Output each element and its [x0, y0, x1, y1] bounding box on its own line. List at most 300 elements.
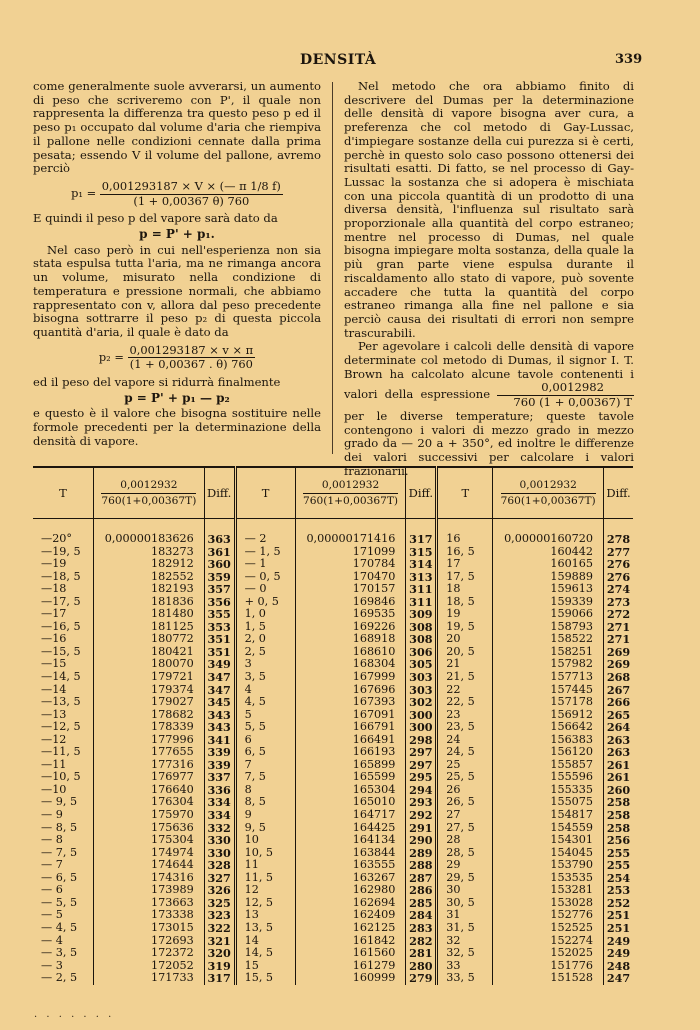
- cell-value-g1: 175636: [93, 822, 204, 835]
- cell-t-g2: 12: [235, 884, 295, 897]
- cell-diff-g1: 332: [207, 820, 231, 835]
- equation-p: p = P' + p₁.: [139, 227, 215, 242]
- cell-value-g3: 152525: [493, 922, 604, 935]
- header-value-1-den: 760(1+0,00367T): [101, 494, 197, 507]
- cell-t-g2: 6, 5: [235, 746, 295, 759]
- cell-diff-g1: 317: [207, 971, 231, 986]
- cell-value-g2: 169846: [295, 596, 406, 609]
- cell-value-g1: 173989: [93, 884, 204, 897]
- cell-diff-g1: 337: [207, 770, 231, 785]
- cell-value-g3: 157982: [493, 658, 604, 671]
- cell-t-g2: 3: [235, 658, 295, 671]
- cell-t-g3: 16, 5: [437, 546, 493, 559]
- cell-t-g1: — 6: [33, 884, 93, 897]
- cell-t-g1: —20°: [33, 533, 93, 546]
- cell-diff-g3: 276: [606, 557, 631, 572]
- cell-diff-g2: 306: [409, 644, 433, 659]
- cell-value-g3: 151528: [493, 972, 604, 985]
- formula-p1-fraction: [100, 180, 283, 208]
- density-table-wrapper: [33, 466, 633, 1026]
- cell-t-g3: 26, 5: [437, 796, 493, 809]
- cell-t-g3: 20, 5: [437, 646, 493, 659]
- cell-t-g3: 23, 5: [437, 721, 493, 734]
- table-row: [33, 608, 633, 621]
- cell-value-g2: 164717: [295, 809, 406, 822]
- cell-value-g2: 167696: [295, 684, 406, 697]
- cell-t-g1: —13, 5: [33, 696, 93, 709]
- cell-diff-g1: 325: [207, 895, 231, 910]
- cell-diff-g3: 277: [606, 544, 631, 559]
- cell-t-g2: — 2: [235, 533, 295, 546]
- cell-t-g1: — 7, 5: [33, 847, 93, 860]
- cell-diff-g3: 248: [606, 958, 631, 973]
- cell-value-g2: 170157: [295, 583, 406, 596]
- cell-diff-g3: 251: [606, 908, 631, 923]
- cell-t-g3: 25: [437, 759, 493, 772]
- cell-diff-g2: 294: [409, 782, 433, 797]
- cell-value-g2: 170470: [295, 571, 406, 584]
- cell-t-g2: 11: [235, 859, 295, 872]
- cell-t-g3: 28: [437, 834, 493, 847]
- cell-diff-g2: 290: [409, 833, 433, 848]
- cell-t-g2: 1, 0: [235, 608, 295, 621]
- cell-t-g3: 27, 5: [437, 822, 493, 835]
- density-table: [33, 466, 633, 985]
- formula-p2: [33, 344, 321, 372]
- cell-t-g2: — 0, 5: [235, 571, 295, 584]
- cell-value-g3: 155857: [493, 759, 604, 772]
- formula-p1-denominator: (1 + 0,00367 θ) 760: [133, 193, 250, 208]
- cell-diff-g1: 347: [207, 682, 231, 697]
- cell-t-g1: —10: [33, 784, 93, 797]
- table-row: [33, 960, 633, 973]
- cell-value-g1: 174644: [93, 859, 204, 872]
- cell-t-g2: 15, 5: [235, 972, 295, 985]
- cell-diff-g3: 263: [606, 732, 631, 747]
- cell-t-g1: — 8: [33, 834, 93, 847]
- cell-value-g2: 169226: [295, 621, 406, 634]
- table-row: [33, 897, 633, 910]
- cell-t-g3: 24: [437, 734, 493, 747]
- column-divider: [332, 82, 333, 454]
- cell-diff-g2: 289: [409, 845, 433, 860]
- cell-t-g3: 17, 5: [437, 571, 493, 584]
- cell-t-g3: 28, 5: [437, 847, 493, 860]
- cell-diff-g1: 363: [207, 532, 231, 546]
- cell-t-g2: 4: [235, 684, 295, 697]
- table-row: [33, 909, 633, 922]
- cell-value-g2: 161842: [295, 935, 406, 948]
- cell-value-g3: 155335: [493, 784, 604, 797]
- cell-diff-g1: 323: [207, 908, 231, 923]
- cell-value-g3: 160165: [493, 558, 604, 571]
- cell-value-g3: 159339: [493, 596, 604, 609]
- cell-t-g2: 10: [235, 834, 295, 847]
- table-row: [33, 872, 633, 885]
- cell-t-g3: 30, 5: [437, 897, 493, 910]
- header-value-3-den: 760(1+0,00367T): [500, 494, 596, 507]
- cell-t-g1: — 4: [33, 935, 93, 948]
- cell-diff-g1: 341: [207, 732, 231, 747]
- cell-value-g3: 156383: [493, 734, 604, 747]
- cell-t-g3: 29: [437, 859, 493, 872]
- cell-diff-g1: 326: [207, 883, 231, 898]
- cell-diff-g2: 303: [409, 682, 433, 697]
- cell-diff-g3: 261: [606, 757, 631, 772]
- table-row: [33, 972, 633, 985]
- cell-t-g1: —17, 5: [33, 596, 93, 609]
- header-t-3: T: [437, 467, 493, 519]
- cell-diff-g2: 280: [409, 958, 433, 973]
- cell-value-g1: 173015: [93, 922, 204, 935]
- cell-t-g2: 2, 5: [235, 646, 295, 659]
- cell-diff-g1: 351: [207, 632, 231, 647]
- cell-value-g2: 163267: [295, 872, 406, 885]
- cell-value-g3: 158251: [493, 646, 604, 659]
- cell-t-g1: —18, 5: [33, 571, 93, 584]
- table-row: [33, 847, 633, 860]
- cell-t-g1: — 5: [33, 909, 93, 922]
- header-value-1: [93, 467, 204, 519]
- cell-t-g1: —19, 5: [33, 546, 93, 559]
- cell-t-g1: — 5, 5: [33, 897, 93, 910]
- cell-value-g1: 182552: [93, 571, 204, 584]
- cell-diff-g1: 320: [207, 946, 231, 961]
- cell-value-g2: 165599: [295, 771, 406, 784]
- cell-t-g2: 4, 5: [235, 696, 295, 709]
- cell-diff-g3: 269: [606, 644, 631, 659]
- expression-numerator: 0,0012982: [497, 381, 634, 396]
- cell-t-g1: — 8, 5: [33, 822, 93, 835]
- cell-value-g2: 162980: [295, 884, 406, 897]
- cell-diff-g1: 347: [207, 670, 231, 685]
- cell-value-g2: 166193: [295, 746, 406, 759]
- cell-diff-g3: 272: [606, 607, 631, 622]
- cell-diff-g2: 313: [409, 569, 433, 584]
- header-value-2-num: 0,0012932: [303, 479, 398, 494]
- cell-value-g2: 167393: [295, 696, 406, 709]
- cell-value-g3: 154559: [493, 822, 604, 835]
- cell-diff-g2: 314: [409, 557, 433, 572]
- cell-value-g2: 162125: [295, 922, 406, 935]
- cell-diff-g2: 283: [409, 920, 433, 935]
- cell-value-g3: 155075: [493, 796, 604, 809]
- cell-diff-g2: 311: [409, 594, 433, 609]
- cell-diff-g3: 269: [606, 657, 631, 672]
- cell-value-g2: 164134: [295, 834, 406, 847]
- right-column: [344, 80, 634, 478]
- table-row: [33, 583, 633, 596]
- cell-value-g2: 163844: [295, 847, 406, 860]
- expression-denominator: 760 (1 + 0,00367) T: [513, 395, 632, 410]
- cell-t-g3: 22, 5: [437, 696, 493, 709]
- cell-diff-g3: 271: [606, 619, 631, 634]
- cell-value-g3: 159613: [493, 583, 604, 596]
- cell-diff-g3: 249: [606, 933, 631, 948]
- cell-value-g3: 154817: [493, 809, 604, 822]
- cell-diff-g2: 279: [409, 971, 433, 986]
- cell-diff-g2: 284: [409, 908, 433, 923]
- cell-diff-g2: 315: [409, 544, 433, 559]
- table-row: [33, 935, 633, 948]
- cell-value-g2: 169535: [295, 608, 406, 621]
- cell-diff-g1: 355: [207, 607, 231, 622]
- cell-t-g3: 21: [437, 658, 493, 671]
- cell-diff-g3: 255: [606, 845, 631, 860]
- table-body: [33, 519, 633, 985]
- equation-p-final: p = P' + p₁ — p₂: [124, 390, 230, 405]
- cell-value-g3: 157713: [493, 671, 604, 684]
- table-row: [33, 822, 633, 835]
- cell-t-g1: —17: [33, 608, 93, 621]
- formula-p1-lhs: p₁ =: [71, 186, 97, 201]
- cell-value-g3: 153281: [493, 884, 604, 897]
- cell-value-g2: 167999: [295, 671, 406, 684]
- cell-t-g2: + 0, 5: [235, 596, 295, 609]
- cell-diff-g1: 339: [207, 745, 231, 760]
- cell-diff-g1: 353: [207, 619, 231, 634]
- cell-diff-g1: 349: [207, 657, 231, 672]
- cell-t-g1: —14: [33, 684, 93, 697]
- cell-value-g3: 156642: [493, 721, 604, 734]
- cell-value-g1: 182912: [93, 558, 204, 571]
- cell-value-g1: 179721: [93, 671, 204, 684]
- cell-diff-g1: 330: [207, 845, 231, 860]
- cell-value-g1: 175304: [93, 834, 204, 847]
- left-paragraph-5: e questo è il valore che bisogna sostituire nelle formole precedenti per la determinazione della densità di vapore.: [33, 406, 321, 448]
- cell-value-g2: 165899: [295, 759, 406, 772]
- table-row: [33, 796, 633, 809]
- cell-diff-g1: 319: [207, 958, 231, 973]
- cell-diff-g3: 266: [606, 695, 631, 710]
- cell-value-g1: 181480: [93, 608, 204, 621]
- cell-t-g2: 5: [235, 709, 295, 722]
- cell-t-g2: 9: [235, 809, 295, 822]
- cell-diff-g1: 334: [207, 795, 231, 810]
- cell-diff-g2: 282: [409, 933, 433, 948]
- cell-diff-g2: 311: [409, 582, 433, 597]
- cell-t-g3: 23: [437, 709, 493, 722]
- table-row: [33, 809, 633, 822]
- table-row: [33, 834, 633, 847]
- right-paragraph-1: Nel metodo che ora abbiamo finito di descrivere del Dumas per la determinazione delle densità di vapore bisogna aver cura, a preferenza che col metodo di Gay-Lussac, d'impiegare sostanze della cui purezza si è certi, perchè in questo solo caso possono ottenersi dei risultati esatti. Di fatto, se nel processo di Gay-Lussac la sostanza che si adopera è mischiata con una piccola quantità di un prodotto di una diversa densità, l'influenza sul risultato sarà proporzionale alla quantità del corpo estraneo; mentre nel processo di Dumas, nel quale bisogna impiegare molta sostanza, della quale la più gran parte viene espulsa durante il riscaldamento allo stato di vapore, può sovente accadere che tutta la quantità del corpo estraneo rimanga alla fine nel pallone e sia perciò causa dei risultati di errori non sempre trascurabili.: [344, 79, 634, 340]
- table-row: [33, 621, 633, 634]
- table-spacer-row: [33, 519, 633, 534]
- left-paragraph-2: E quindi il peso p del vapore sarà dato da: [33, 211, 278, 226]
- cell-t-g1: —15, 5: [33, 646, 93, 659]
- cell-value-g2: 170784: [295, 558, 406, 571]
- cell-t-g2: 1, 5: [235, 621, 295, 634]
- cell-t-g2: 14, 5: [235, 947, 295, 960]
- cell-diff-g2: 287: [409, 870, 433, 885]
- cell-value-g3: 153535: [493, 872, 604, 885]
- cell-value-g2: 164425: [295, 822, 406, 835]
- table-row: [33, 859, 633, 872]
- cell-t-g1: —16, 5: [33, 621, 93, 634]
- cell-diff-g1: 336: [207, 782, 231, 797]
- cell-diff-g1: 343: [207, 707, 231, 722]
- cell-diff-g2: 300: [409, 720, 433, 735]
- cell-value-g1: 174316: [93, 872, 204, 885]
- table-row: [33, 696, 633, 709]
- cell-value-g1: 172693: [93, 935, 204, 948]
- cell-diff-g3: 258: [606, 808, 631, 823]
- cell-value-g1: 174974: [93, 847, 204, 860]
- cell-value-g1: 177996: [93, 734, 204, 747]
- cell-diff-g3: 274: [606, 582, 631, 597]
- cell-t-g2: 6: [235, 734, 295, 747]
- cell-diff-g3: 258: [606, 795, 631, 810]
- cell-t-g3: 25, 5: [437, 771, 493, 784]
- cell-value-g3: 153790: [493, 859, 604, 872]
- table-row: [33, 784, 633, 797]
- cell-value-g1: 179027: [93, 696, 204, 709]
- header-value-2-den: 760(1+0,00367T): [303, 494, 399, 507]
- cell-diff-g2: 286: [409, 883, 433, 898]
- header-value-2: [295, 467, 406, 519]
- cell-diff-g1: 356: [207, 594, 231, 609]
- cell-t-g3: 33, 5: [437, 972, 493, 985]
- cell-value-g3: 152025: [493, 947, 604, 960]
- cell-value-g1: 173338: [93, 909, 204, 922]
- cell-diff-g3: 256: [606, 833, 631, 848]
- cell-value-g1: 182193: [93, 583, 204, 596]
- cell-diff-g3: 247: [606, 971, 631, 986]
- cell-value-g3: 152776: [493, 909, 604, 922]
- cell-value-g1: 181836: [93, 596, 204, 609]
- cell-diff-g3: 261: [606, 770, 631, 785]
- cell-value-g2: 168918: [295, 633, 406, 646]
- header-diff-1: Diff.: [204, 467, 235, 519]
- cell-t-g1: —12: [33, 734, 93, 747]
- right-paragraph-2-start: Per agevolare i calcoli delle densità di vapore determinate col metodo di Dumas, il signor I. T. Brown ha calcolato alcune tavole contenenti i valori della espressione: [344, 339, 634, 402]
- cell-t-g1: —10, 5: [33, 771, 93, 784]
- cell-diff-g3: 258: [606, 820, 631, 835]
- cell-t-g3: 31, 5: [437, 922, 493, 935]
- table-row: [33, 771, 633, 784]
- cell-value-g1: 180421: [93, 646, 204, 659]
- cell-value-g1: 179374: [93, 684, 204, 697]
- cell-diff-g1: 322: [207, 920, 231, 935]
- cell-t-g1: —11, 5: [33, 746, 93, 759]
- cell-t-g3: 30: [437, 884, 493, 897]
- cell-diff-g1: 343: [207, 720, 231, 735]
- cell-t-g3: 18, 5: [437, 596, 493, 609]
- cell-t-g1: —19: [33, 558, 93, 571]
- table-row: [33, 596, 633, 609]
- table-row: [33, 721, 633, 734]
- cell-value-g1: 172052: [93, 960, 204, 973]
- cell-value-g3: 154045: [493, 847, 604, 860]
- expression-fraction: [497, 381, 634, 409]
- cell-diff-g3: 267: [606, 682, 631, 697]
- cell-t-g1: —16: [33, 633, 93, 646]
- cell-diff-g3: 265: [606, 707, 631, 722]
- cell-t-g2: 8: [235, 784, 295, 797]
- cell-value-g3: 155596: [493, 771, 604, 784]
- cell-diff-g1: 359: [207, 569, 231, 584]
- cell-t-g1: — 6, 5: [33, 872, 93, 885]
- cell-value-g2: 160999: [295, 972, 406, 985]
- formula-p1: [33, 180, 321, 208]
- cell-diff-g3: 264: [606, 720, 631, 735]
- cell-diff-g2: 281: [409, 946, 433, 961]
- cell-value-g1: 178339: [93, 721, 204, 734]
- left-paragraph-4: ed il peso del vapore si ridurrà finalmente: [33, 375, 281, 390]
- cell-t-g2: 8, 5: [235, 796, 295, 809]
- right-paragraph-2: [344, 340, 634, 478]
- table-row: [33, 546, 633, 559]
- cell-value-g1: 177655: [93, 746, 204, 759]
- cell-value-g2: 163555: [295, 859, 406, 872]
- cell-diff-g1: 351: [207, 644, 231, 659]
- cell-t-g3: 19: [437, 608, 493, 621]
- header-t-1: T: [33, 467, 93, 519]
- running-title: DENSITÀ: [300, 52, 377, 68]
- cell-diff-g2: 288: [409, 858, 433, 873]
- cell-diff-g2: 297: [409, 757, 433, 772]
- cell-diff-g2: 293: [409, 795, 433, 810]
- table-row: [33, 759, 633, 772]
- cell-diff-g3: 263: [606, 745, 631, 760]
- cell-diff-g2: 292: [409, 808, 433, 823]
- cell-t-g3: 16: [437, 533, 493, 546]
- cell-value-g1: 176304: [93, 796, 204, 809]
- table-row: [33, 533, 633, 546]
- cell-t-g3: 32, 5: [437, 947, 493, 960]
- cell-t-g1: — 3: [33, 960, 93, 973]
- cell-diff-g1: 339: [207, 757, 231, 772]
- page-number: 339: [615, 52, 643, 67]
- cell-t-g1: —12, 5: [33, 721, 93, 734]
- cell-value-g2: 162694: [295, 897, 406, 910]
- cell-diff-g2: 291: [409, 820, 433, 835]
- cell-diff-g3: 253: [606, 883, 631, 898]
- cell-diff-g2: 309: [409, 607, 433, 622]
- table-row: [33, 646, 633, 659]
- cell-t-g1: —14, 5: [33, 671, 93, 684]
- cell-diff-g2: 300: [409, 707, 433, 722]
- table-row: [33, 684, 633, 697]
- cell-diff-g2: 308: [409, 619, 433, 634]
- cell-diff-g3: 268: [606, 670, 631, 685]
- cell-value-g2: 168304: [295, 658, 406, 671]
- cell-value-g2: 166791: [295, 721, 406, 734]
- table-row: [33, 671, 633, 684]
- cell-t-g3: 18: [437, 583, 493, 596]
- cell-diff-g1: 330: [207, 833, 231, 848]
- cell-value-g2: 167091: [295, 709, 406, 722]
- cell-diff-g1: 328: [207, 858, 231, 873]
- cell-t-g2: 13, 5: [235, 922, 295, 935]
- cell-t-g2: 2, 0: [235, 633, 295, 646]
- cell-value-g3: 156120: [493, 746, 604, 759]
- formula-p2-lhs: p₂ =: [98, 349, 124, 364]
- cell-t-g2: 9, 5: [235, 822, 295, 835]
- cell-diff-g1: 334: [207, 808, 231, 823]
- cell-t-g1: —13: [33, 709, 93, 722]
- left-column: [33, 80, 321, 449]
- cell-value-g2: 0,00000171416: [295, 533, 406, 546]
- cell-value-g1: 178682: [93, 709, 204, 722]
- cell-value-g2: 168610: [295, 646, 406, 659]
- cell-t-g3: 31: [437, 909, 493, 922]
- cell-diff-g3: 276: [606, 569, 631, 584]
- table-row: [33, 884, 633, 897]
- cell-value-g1: 181125: [93, 621, 204, 634]
- cell-t-g2: — 1, 5: [235, 546, 295, 559]
- cell-t-g1: — 4, 5: [33, 922, 93, 935]
